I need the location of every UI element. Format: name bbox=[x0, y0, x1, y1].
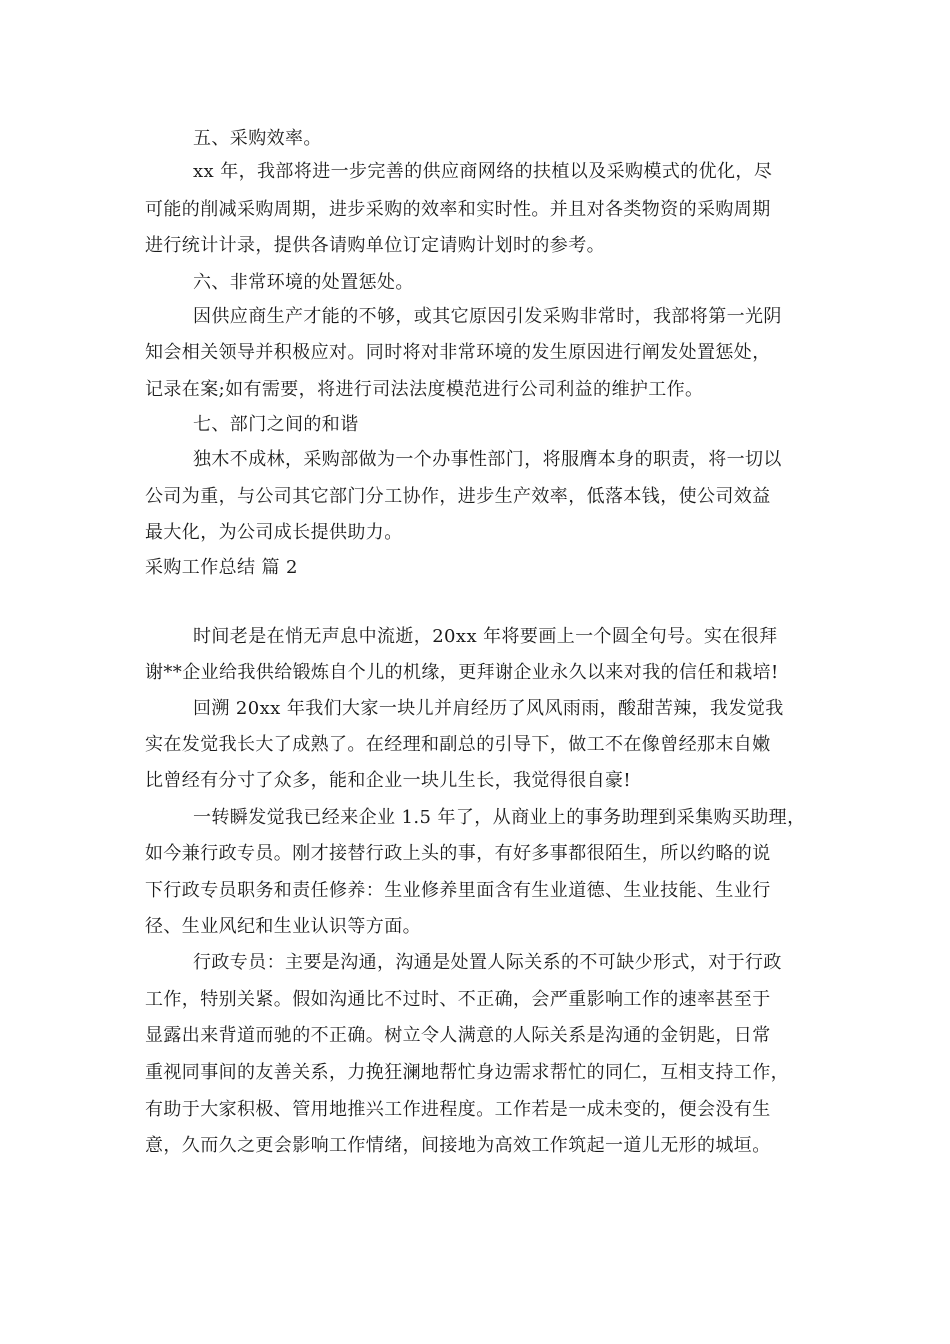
paragraph-line: 知会相关领导并积极应对。同时将对非常环境的发生原因进行阐发处置惩处， bbox=[145, 342, 771, 363]
paragraph-line: 公司为重，与公司其它部门分工协作，进步生产效率，低落本钱，使公司效益 bbox=[145, 486, 771, 507]
paragraph-line: 重视同事间的友善关系，力挽狂澜地帮忙身边需求帮忙的同仁，互相支持工作， bbox=[145, 1062, 789, 1083]
paragraph-line: 因供应商生产才能的不够，或其它原因引发采购非常时，我部将第一光阴 bbox=[193, 306, 782, 327]
paragraph-line: 回溯 20xx 年我们大家一块儿并肩经历了风风雨雨，酸甜苦辣，我发觉我 bbox=[193, 698, 784, 719]
paragraph-line: 可能的削减采购周期，进步采购的效率和实时性。并且对各类物资的采购周期 bbox=[145, 199, 771, 220]
paragraph-line: 时间老是在悄无声息中流逝，20xx 年将要画上一个圆全句号。实在很拜 bbox=[193, 626, 778, 647]
heading-department-harmony: 七、部门之间的和谐 bbox=[193, 414, 359, 435]
paragraph-line: 径、生业风纪和生业认识等方面。 bbox=[145, 916, 421, 937]
section-title: 采购工作总结 篇 2 bbox=[145, 557, 298, 578]
paragraph-line: 行政专员：主要是沟通，沟通是处置人际关系的不可缺少形式，对于行政 bbox=[193, 952, 782, 973]
paragraph-line: 进行统计计录，提供各请购单位订定请购计划时的参考。 bbox=[145, 235, 605, 256]
paragraph-line: 比曾经有分寸了众多，能和企业一块儿生长，我觉得很自豪! bbox=[145, 770, 632, 791]
heading-abnormal-handling: 六、非常环境的处置惩处。 bbox=[193, 272, 414, 293]
paragraph-line: 显露出来背道而驰的不正确。树立令人满意的人际关系是沟通的金钥匙，日常 bbox=[145, 1025, 771, 1046]
paragraph-line: 实在发觉我长大了成熟了。在经理和副总的引导下，做工不在像曾经那末自嫩 bbox=[145, 734, 771, 755]
paragraph-line: 一转瞬发觉我已经来企业 1.5 年了，从商业上的事务助理到采集购买助理， bbox=[193, 807, 806, 828]
paragraph-line: 意，久而久之更会影响工作情绪，间接地为高效工作筑起一道儿无形的城垣。 bbox=[145, 1135, 771, 1156]
paragraph-line: 独木不成林，采购部做为一个办事性部门，将服膺本身的职责，将一切以 bbox=[193, 449, 782, 470]
paragraph-line: 有助于大家积极、管用地推兴工作进程度。工作若是一成未变的，便会没有生 bbox=[145, 1099, 771, 1120]
paragraph-line: 谢**企业给我供给锻炼自个儿的机缘，更拜谢企业永久以来对我的信任和栽培! bbox=[145, 662, 779, 683]
paragraph-line: 工作，特别关紧。假如沟通比不过时、不正确，会严重影响工作的速率甚至于 bbox=[145, 989, 771, 1010]
paragraph-line: 最大化，为公司成长提供助力。 bbox=[145, 522, 403, 543]
heading-purchase-efficiency: 五、采购效率。 bbox=[193, 128, 322, 149]
paragraph-line: xx 年，我部将进一步完善的供应商网络的扶植以及采购模式的优化，尽 bbox=[193, 161, 773, 182]
paragraph-line: 如今兼行政专员。刚才接替行政上头的事，有好多事都很陌生，所以约略的说 bbox=[145, 843, 771, 864]
paragraph-line: 下行政专员职务和责任修养：生业修养里面含有生业道德、生业技能、生业行 bbox=[145, 880, 771, 901]
paragraph-line: 记录在案;如有需要，将进行司法法度模范进行公司利益的维护工作。 bbox=[145, 379, 704, 400]
